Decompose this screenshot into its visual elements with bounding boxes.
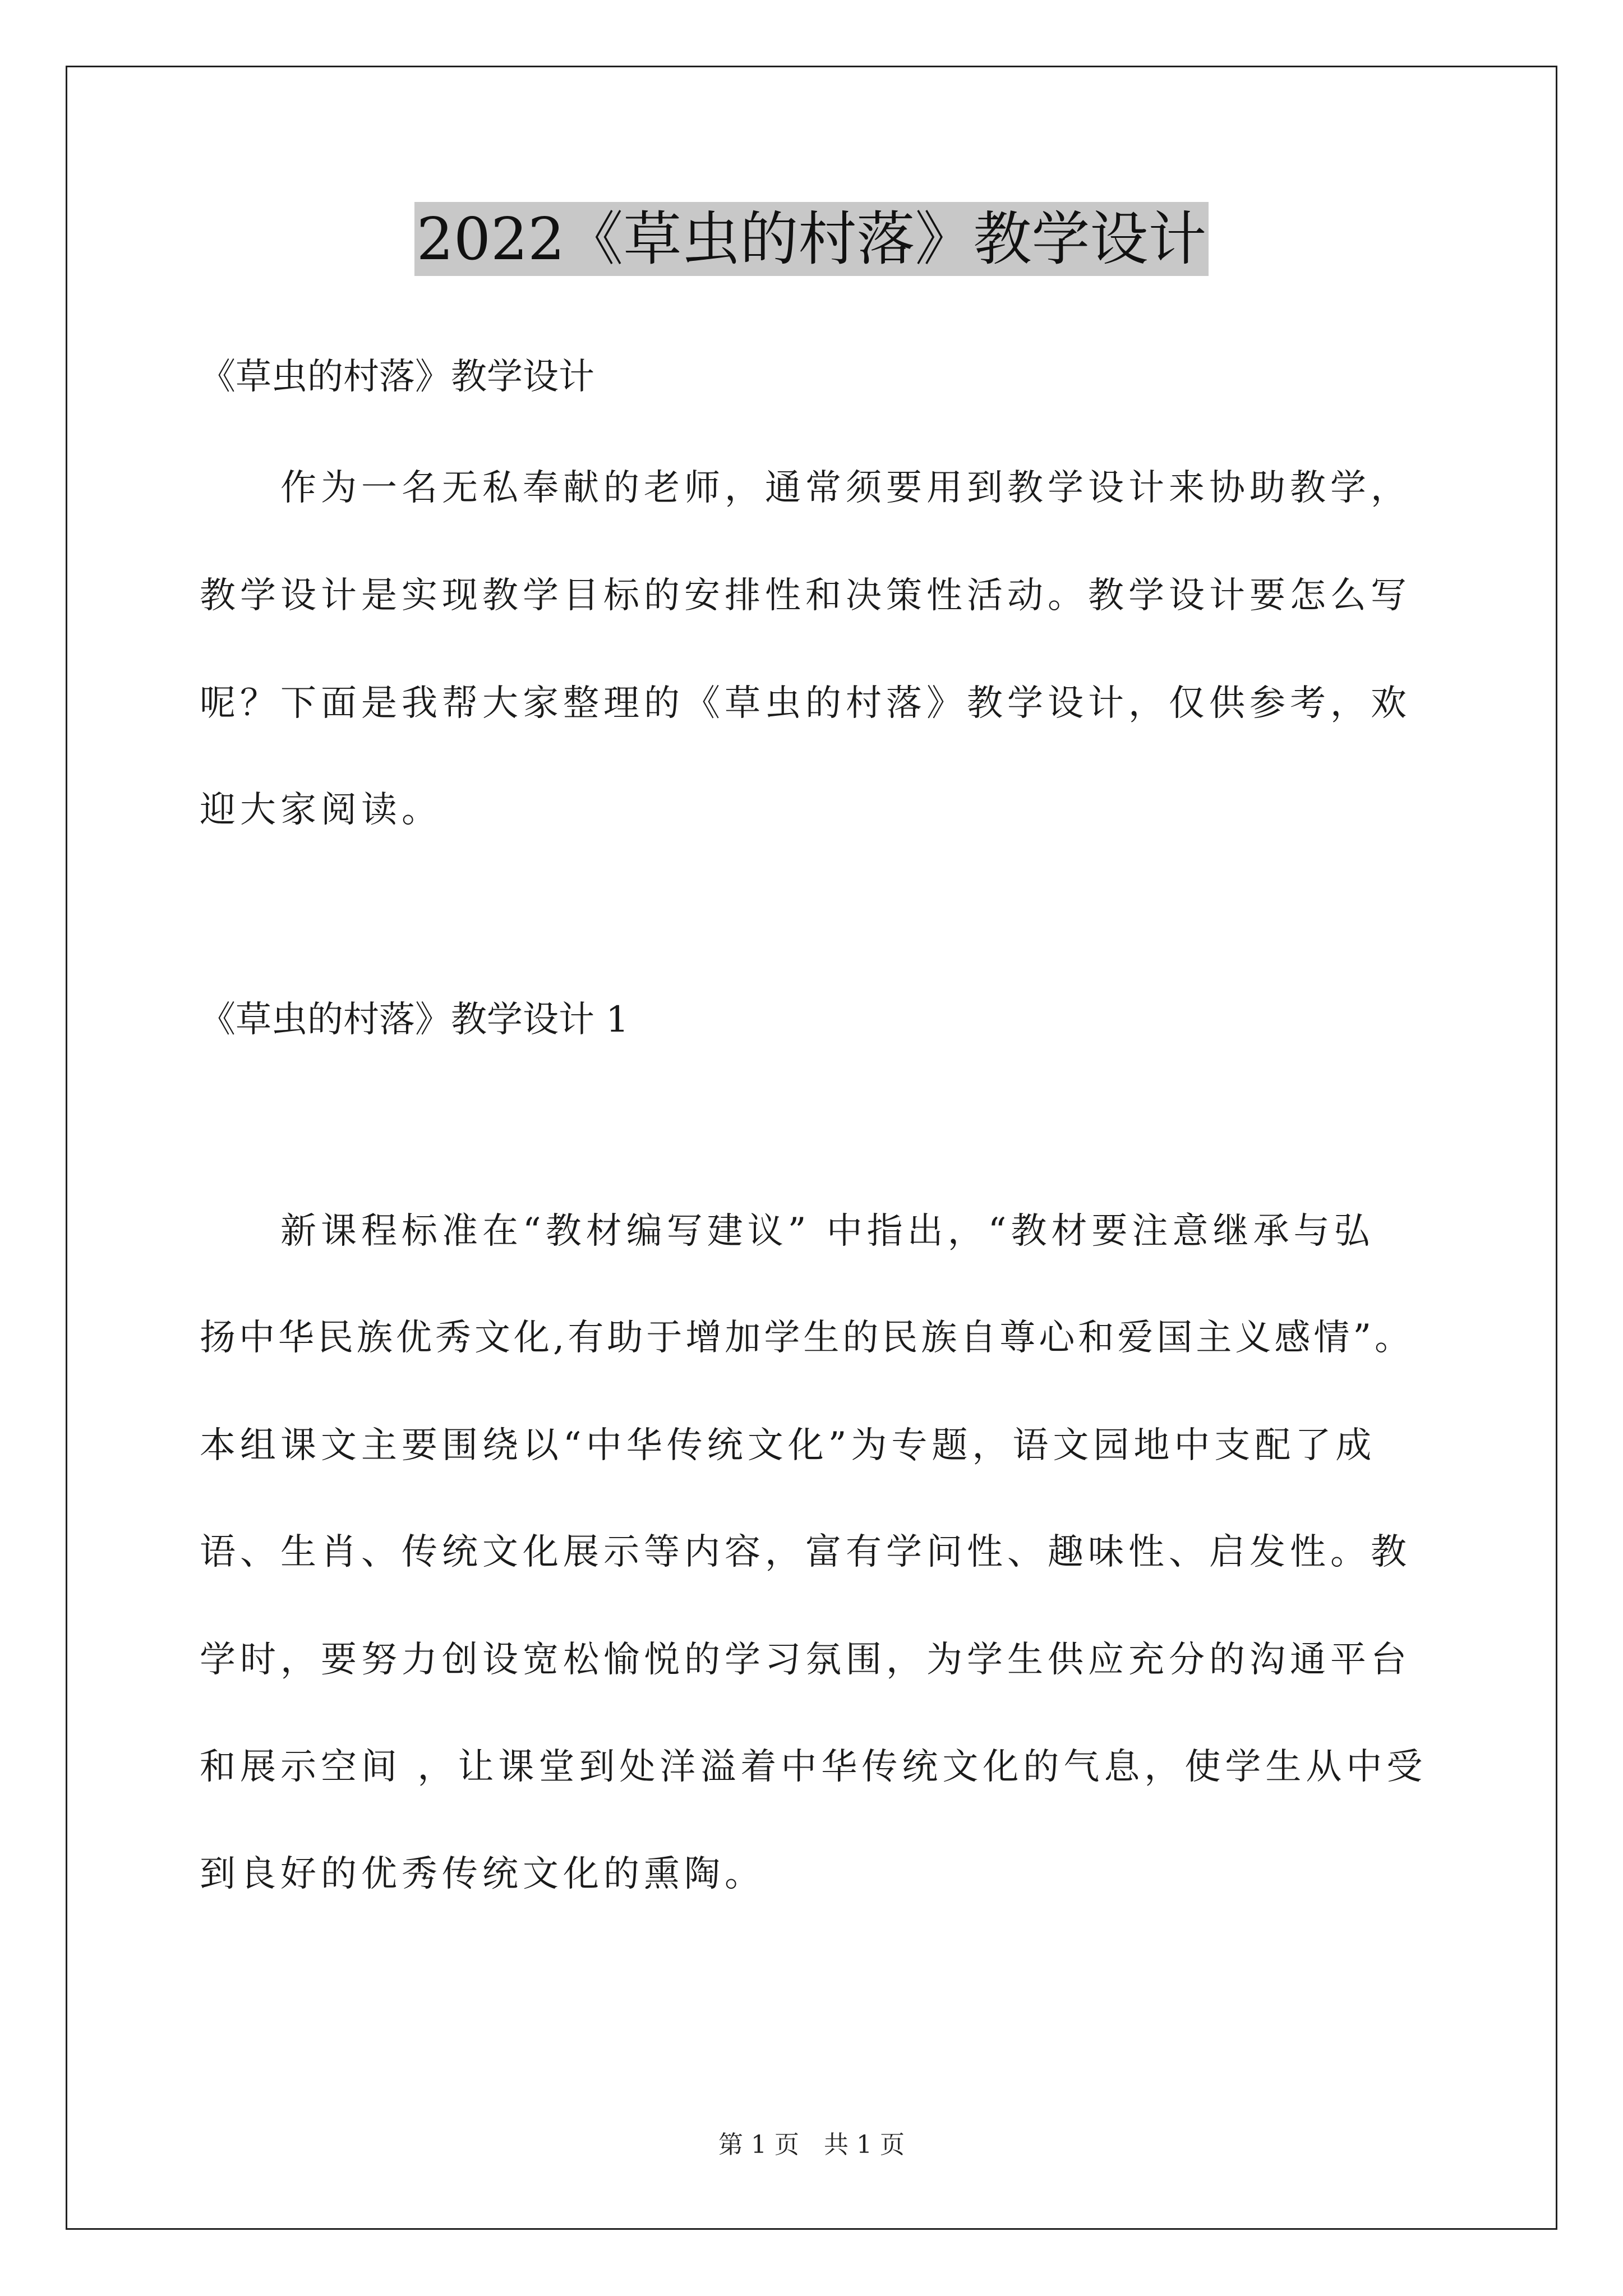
body-line: 本组课文主要围绕以“中华传统文化”为专题，语文园地中支配了成 <box>200 1425 1376 1466</box>
body-line: 扬中华民族优秀文化,有助于增加学生的民族自尊心和爱国主义感情”。 <box>200 1317 1414 1359</box>
intro-line: 教学设计是实现教学目标的安排性和决策性活动。教学设计要怎么写 <box>200 575 1411 616</box>
body-line: 新课程标准在“教材编写建议” 中指出，“教材要注意继承与弘 <box>280 1211 1375 1252</box>
page-footer: 第 1 页 共 1 页 <box>718 2131 905 2159</box>
intro-line: 作为一名无私奉献的老师，通常须要用到教学设计来协助教学， <box>280 467 1411 509</box>
document-subtitle: 《草虫的村落》教学设计 <box>200 356 594 398</box>
body-line: 语、生肖、传统文化展示等内容，富有学问性、趣味性、启发性。教 <box>200 1531 1411 1573</box>
intro-line: 迎大家阅读。 <box>200 789 442 831</box>
body-line: 到良好的优秀传统文化的熏陶。 <box>200 1853 765 1895</box>
title-container <box>0 202 1623 276</box>
document-title: 2022《草虫的村落》教学设计 <box>414 202 1209 276</box>
intro-line: 呢？下面是我帮大家整理的《草虫的村落》教学设计，仅供参考，欢 <box>200 683 1411 724</box>
body-line: 和展示空间 ，让课堂到处洋溢着中华传统文化的气息，使学生从中受 <box>200 1746 1427 1788</box>
section-heading: 《草虫的村落》教学设计 1 <box>200 999 629 1041</box>
body-line: 学时，要努力创设宽松愉悦的学习氛围，为学生供应充分的沟通平台 <box>200 1639 1411 1681</box>
